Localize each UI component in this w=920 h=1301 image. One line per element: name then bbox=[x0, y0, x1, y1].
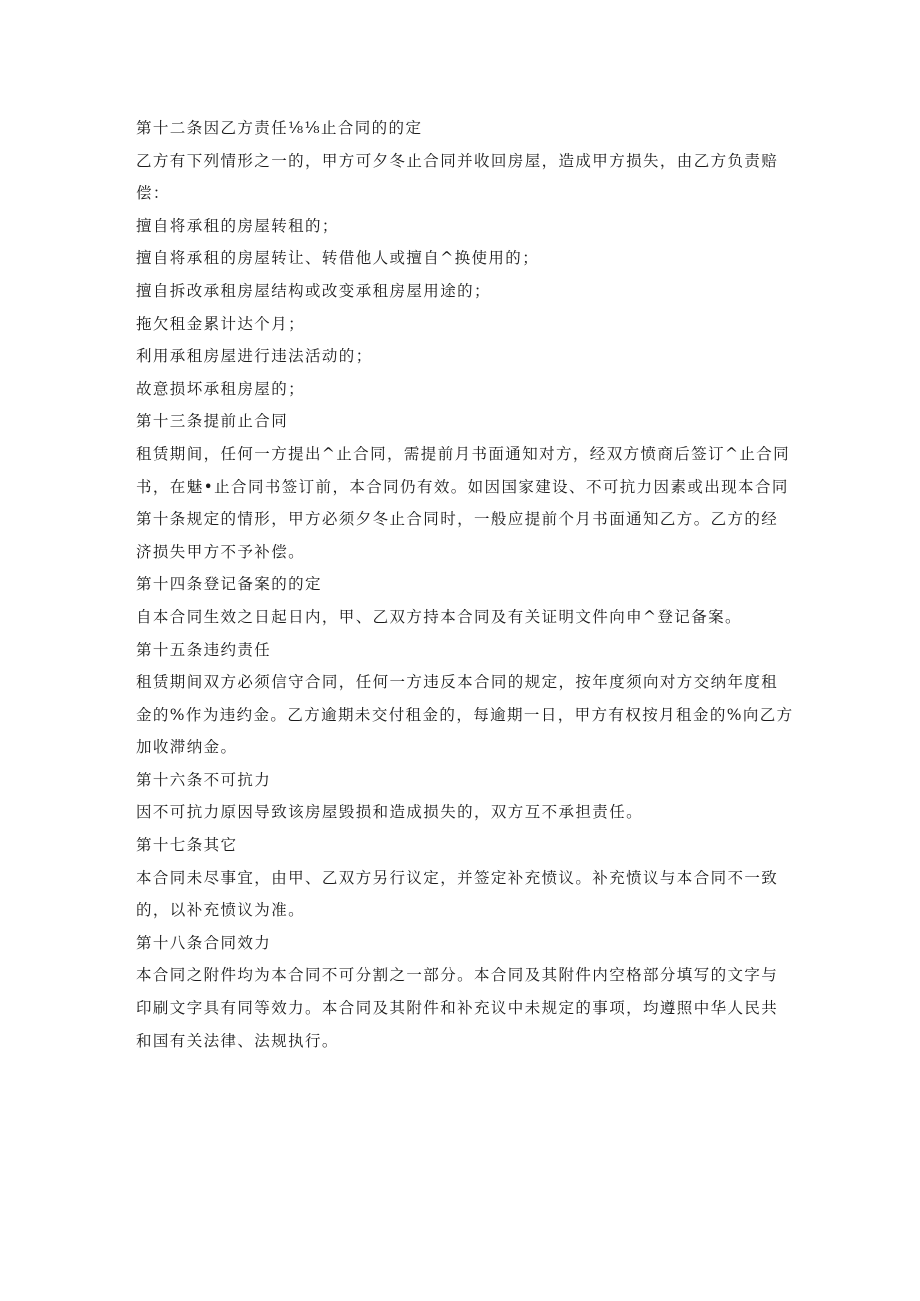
list-item: 利用承租房屋进行违法活动的； bbox=[136, 347, 373, 366]
paragraph-line: 书，在魅•止合同书签订前，本合同仍有效。如因国家建设、不可抗力因素或出现本合同 bbox=[136, 477, 789, 496]
article-15-heading: 第十五条违约责任 bbox=[136, 640, 272, 659]
paragraph-line: 和国有关法律、法规执行。 bbox=[136, 1031, 339, 1050]
paragraph-line: 偿： bbox=[136, 184, 170, 203]
article-18-heading: 第十八条合同效力 bbox=[136, 933, 272, 952]
paragraph-line: 印刷文字具有同等效力。本合同及其附件和补充议中未规定的事项，均遵照中华人民共 bbox=[136, 999, 779, 1018]
paragraph-line: 济损失甲方不予补偿。 bbox=[136, 542, 306, 561]
article-13-heading: 第十三条提前止合同 bbox=[136, 412, 289, 431]
paragraph-line: 第十条规定的情形，甲方必须夕冬止合同时，一般应提前个月书面通知乙方。乙方的经 bbox=[136, 510, 779, 529]
list-item: 擅自拆改承租房屋结构或改变承租房屋用途的； bbox=[136, 281, 491, 300]
list-item: 擅自将承租的房屋转让、转借他人或擅自^换使用的； bbox=[136, 249, 540, 268]
paragraph-line: 本合同未尽事宜，由甲、乙双方另行议定，并签定补充愤议。补充愤议与本合同不一致 bbox=[136, 868, 779, 887]
paragraph-line: 租赁期间，任何一方提出^止合同，需提前月书面通知对方，经双方愤商后签订^止合同 bbox=[136, 444, 791, 463]
paragraph-line: 金的%作为违约金。乙方逾期未交付租金的，每逾期一日，甲方有权按月租金的%向乙方 bbox=[136, 705, 794, 724]
article-17-heading: 第十七条其它 bbox=[136, 836, 238, 855]
article-16-heading: 第十六条不可抗力 bbox=[136, 770, 272, 789]
list-item: 拖欠租金累计达个月； bbox=[136, 314, 306, 333]
paragraph-line: 租赁期间双方必须信守合同，任何一方违反本合同的规定，按年度须向对方交纳年度租 bbox=[136, 673, 779, 692]
paragraph-line: 乙方有下列情形之一的，甲方可夕冬止合同并收回房屋，造成甲方损失，由乙方负责赔 bbox=[136, 151, 779, 170]
article-12-heading: 第十二条因乙方责任⅛⅛止合同的的定 bbox=[136, 119, 423, 137]
document-body bbox=[136, 112, 796, 1057]
list-item: 擅自将承租的房屋转租的； bbox=[136, 216, 339, 235]
paragraph-line: 因不可抗力原因导致该房屋毁损和造成损失的，双方互不承担责任。 bbox=[136, 803, 644, 822]
paragraph-line: 自本合同生效之日起日内，甲、乙双方持本合同及有关证明文件向申^登记备案。 bbox=[136, 607, 742, 626]
paragraph-line: 本合同之附件均为本合同不可分割之一部分。本合同及其附件内空格部分填写的文字与 bbox=[136, 966, 779, 985]
article-14-heading: 第十四条登记备案的的定 bbox=[136, 575, 322, 594]
paragraph-line: 的，以补充愤议为准。 bbox=[136, 901, 306, 920]
list-item: 故意损坏承租房屋的； bbox=[136, 379, 306, 398]
paragraph-line: 加收滞纳金。 bbox=[136, 738, 238, 757]
